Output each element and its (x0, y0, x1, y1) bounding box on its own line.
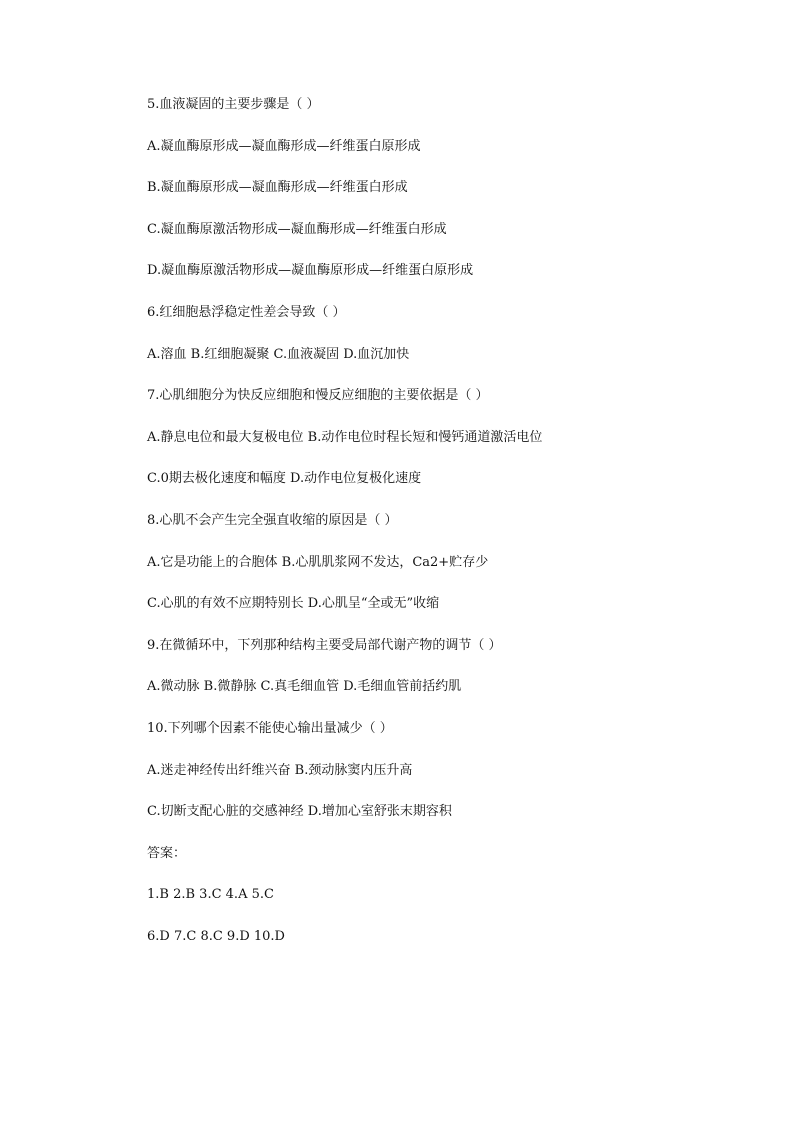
question-8-stem: 8.心肌不会产生完全强直收缩的原因是（ ） (147, 512, 398, 528)
question-5-option-d: D.凝血酶原激活物形成—凝血酶原形成—纤维蛋白原形成 (147, 263, 474, 279)
question-9-stem: 9.在微循环中，下列那种结构主要受局部代谢产物的调节（ ） (147, 637, 502, 653)
answers-heading: 答案： (147, 845, 187, 861)
question-8-options-cd: C.心肌的有效不应期特别长 D.心肌呈“全或无”收缩 (147, 596, 440, 612)
question-10-stem: 10.下列哪个因素不能使心输出量减少（ ） (147, 720, 393, 736)
question-7-options-cd: C.0期去极化速度和幅度 D.动作电位复极化速度 (147, 471, 422, 487)
question-6-stem: 6.红细胞悬浮稳定性差会导致（ ） (147, 304, 346, 320)
question-5-option-b: B.凝血酶原形成—凝血酶形成—纤维蛋白形成 (147, 180, 408, 196)
question-7-options-ab: A.静息电位和最大复极电位 B.动作电位时程长短和慢钙通道激活电位 (147, 429, 543, 445)
question-10-options-cd: C.切断支配心脏的交感神经 D.增加心室舒张末期容积 (147, 804, 452, 820)
question-6-options: A.溶血 B.红细胞凝聚 C.血液凝固 D.血沉加快 (147, 346, 410, 362)
question-5-option-a: A.凝血酶原形成—凝血酶形成—纤维蛋白原形成 (147, 138, 421, 154)
question-8-options-ab: A.它是功能上的合胞体 B.心肌肌浆网不发达，Ca2+贮存少 (147, 554, 489, 570)
question-9-options: A.微动脉 B.微静脉 C.真毛细血管 D.毛细血管前括约肌 (147, 679, 462, 695)
question-5-stem: 5.血液凝固的主要步骤是（ ） (147, 97, 320, 112)
answers-row-2: 6.D 7.C 8.C 9.D 10.D (147, 928, 285, 944)
document-body (147, 95, 767, 968)
question-10-options-ab: A.迷走神经传出纤维兴奋 B.颈动脉窦内压升高 (147, 762, 413, 778)
question-5-option-c: C.凝血酶原激活物形成—凝血酶形成—纤维蛋白形成 (147, 221, 447, 237)
answers-row-1: 1.B 2.B 3.C 4.A 5.C (147, 887, 274, 903)
question-7-stem: 7.心肌细胞分为快反应细胞和慢反应细胞的主要依据是（ ） (147, 388, 489, 404)
